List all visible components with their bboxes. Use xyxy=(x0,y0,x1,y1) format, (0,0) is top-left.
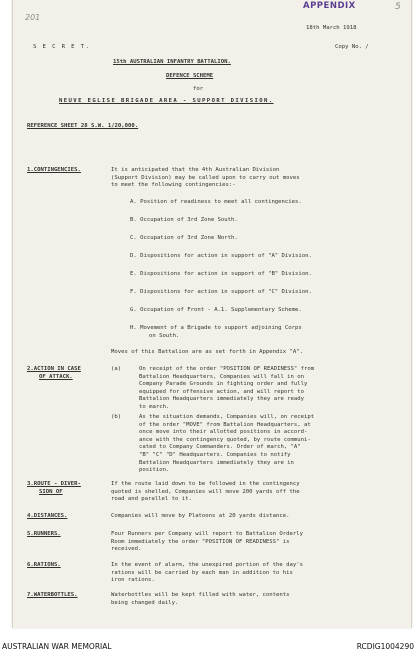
contingency-item: G. Occupation of Front - A.1. Supplementary Scheme. xyxy=(130,307,302,313)
section-heading-route-cont: SION OF xyxy=(39,489,63,495)
contingency-item: C. Occupation of 3rd Zone North. xyxy=(130,235,238,241)
handwritten-number: 5 xyxy=(395,2,401,12)
document-page xyxy=(12,0,412,628)
contingencies-intro: It is anticipated that the 4th Australian Division (Support Division) may be called upon to carry out moves to meet the following contingencies:- xyxy=(111,167,300,189)
document-title: DEFENCE SCHEME xyxy=(166,73,214,79)
copy-number: Copy No. / xyxy=(335,44,369,50)
footer-record-id: RCDIG1004290 xyxy=(356,642,414,651)
contingency-item: A. Position of readiness to meet all contingencies. xyxy=(130,199,302,205)
action-label-b: (b) xyxy=(111,414,122,420)
contingency-item: F. Dispositions for action in support of "C" Division. xyxy=(130,289,312,295)
section-heading-runners: 5.RUNNERS. xyxy=(27,531,61,537)
section-heading-route: 3.ROUTE - DIVER- xyxy=(27,481,81,487)
page-number-annotation: 201 xyxy=(25,13,41,22)
section-heading-rations: 6.RATIONS. xyxy=(27,562,61,568)
contingency-item: E. Dispositions for action in support of "B" Division. xyxy=(130,271,312,277)
section-heading-action: 2.ACTION IN CASE xyxy=(27,366,81,372)
action-label-a: (a) xyxy=(111,366,122,372)
section-heading-waterbottles: 7.WATERBOTTLES. xyxy=(27,592,78,598)
section-heading-contingencies: 1.CONTINGENCIES. xyxy=(27,167,81,173)
archive-footer xyxy=(0,631,418,654)
document-date: 18th March 1918 xyxy=(306,25,357,31)
rations-paragraph: In the event of alarm, the unexpired portion of the day's rations will be carried by each man in addition to his iron rations. xyxy=(111,562,303,584)
reference-sheet: REFERENCE SHEET 28 S.W. 1/20,000. xyxy=(27,123,139,129)
section-heading-distances: 4.DISTANCES. xyxy=(27,513,68,519)
route-paragraph: If the route laid down to be followed in the contingency quoted is shelled, Companies will move 200 yards off the road and parallel to it. xyxy=(111,481,300,503)
secret-label: S E C R E T. xyxy=(33,44,91,50)
title-for: for xyxy=(193,86,204,92)
area-heading: NEUVE EGLISE BRIGADE AREA - SUPPORT DIVISION. xyxy=(59,98,274,104)
action-paragraph-b: As the situation demands, Companies will, on receipt of the order "MOVE" from Battalion Headquarters, at once move into their allotted positions in accord- ance with the contingency quoted, by route communi- cated to Company Commanders. Order of march, "A" "B" "C" "D" Headquarters. Companies to notify Battalion Headquarters immediately they are in position. xyxy=(139,414,315,474)
section-heading-action-cont: OF ATTACK. xyxy=(39,374,73,380)
appendix-stamp: APPENDIX xyxy=(303,1,356,11)
footer-archive-name: AUSTRALIAN WAR MEMORIAL xyxy=(2,642,112,651)
action-paragraph-a: On receipt of the order "POSITION OF READINESS" from Battalion Headquarters, Companies will fall in on Company Parade Grounds in fighting order and fully equipped for offensive action, and will report to Battalion Headquarters immediately they are ready to march. xyxy=(139,366,315,410)
distances-paragraph: Companies will move by Platoons at 20 yards distance. xyxy=(111,513,290,519)
contingency-item: D. Dispositions for action in support of "A" Division. xyxy=(130,253,312,259)
contingencies-closing: Moves of this Battalion are as set forth in Appendix "A". xyxy=(111,349,303,355)
unit-name: 15th AUSTRALIAN INFANTRY BATTALION. xyxy=(113,59,231,65)
waterbottles-paragraph: Waterbottles will be kept filled with water, contents being changed daily. xyxy=(111,592,290,606)
contingency-item: H. Movement of a Brigade to support adjoining Corps xyxy=(130,325,302,331)
runners-paragraph: Four Runners per Company will report to Battalion Orderly Room immediately the order "POSITION OF READINESS" is received. xyxy=(111,531,303,553)
contingency-item-continued: on South. xyxy=(149,333,180,339)
contingency-item: B. Occupation of 3rd Zone South. xyxy=(130,217,238,223)
